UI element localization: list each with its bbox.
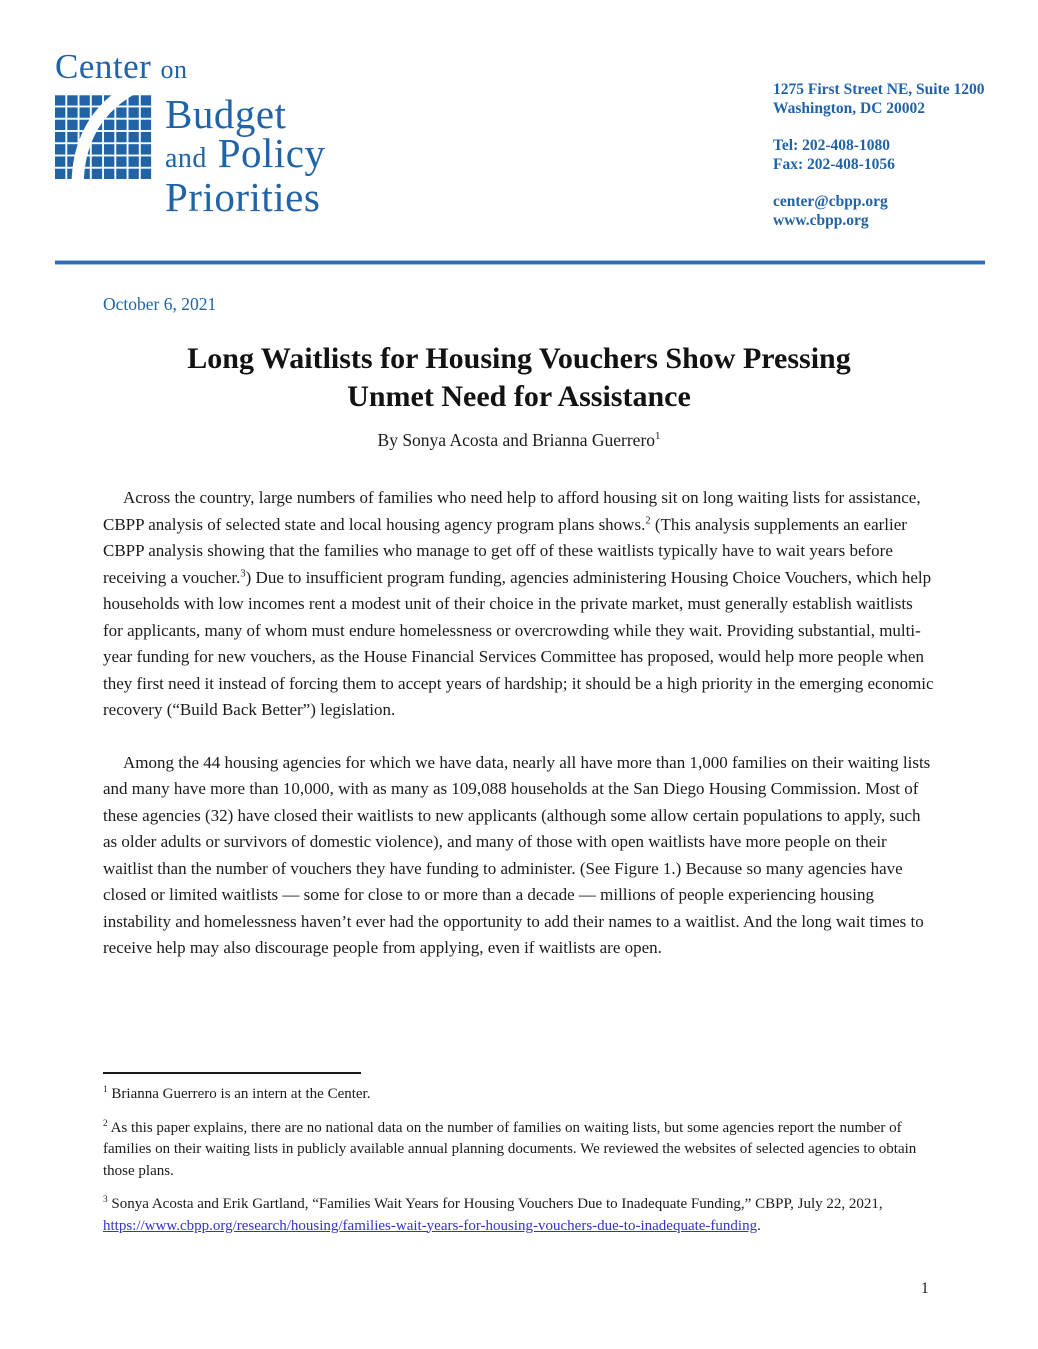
fax-line: Fax: 202-408-1056 bbox=[773, 156, 895, 173]
footnote-reference: 3 bbox=[240, 567, 246, 579]
logo-word-policy: Policy bbox=[217, 130, 326, 176]
byline: By Sonya Acosta and Brianna Guerrero$^1$ bbox=[377, 430, 661, 450]
logo-word-priorities: Priorities bbox=[165, 174, 321, 220]
address-line2: Washington, DC 20002 bbox=[773, 100, 926, 117]
address-line1: 1275 First Street NE, Suite 1200 bbox=[773, 81, 985, 98]
footnote-reference: 2 bbox=[103, 1118, 108, 1129]
logo-word-on: on bbox=[160, 55, 188, 84]
email-line: center@cbpp.org bbox=[773, 193, 888, 210]
website-line: www.cbpp.org bbox=[773, 212, 869, 229]
title-line-2: Unmet Need for Assistance bbox=[347, 380, 691, 413]
logo-word-and: and bbox=[165, 143, 207, 174]
footnote-3: $^3$ Sonya Acosta and Erik Gartland, “Families Wait Years for Housing Vouchers Due to Inadequate Funding,” CBPP, July 22, 2021, https://www.cbpp.org/research/housing/families-wait-years-for-housing-vouchers-due-to-inadequate-funding. bbox=[103, 1195, 883, 1234]
phone-line: Tel: 202-408-1080 bbox=[773, 137, 890, 154]
title-line-1: Long Waitlists for Housing Vouchers Show Pressing bbox=[187, 342, 851, 375]
footnotes bbox=[103, 1084, 936, 1249]
logo-center-on bbox=[55, 48, 325, 89]
cbpp-logo bbox=[55, 47, 326, 220]
footnote-2: $^2$ As this paper explains, there are no national data on the number of families on waiting lists, but some agencies report the number of families on their waiting lists in publicly available annual planning documents. We reviewed the websites of selected agencies to obtain those plans. bbox=[103, 1118, 917, 1179]
publication-date: October 6, 2021 bbox=[103, 294, 217, 314]
page-number: 1 bbox=[921, 1280, 929, 1297]
cbpp-grid-curve-icon bbox=[55, 93, 153, 185]
logo-wordmark bbox=[165, 91, 326, 220]
footnote-reference: 1 bbox=[103, 1085, 108, 1095]
footnote-reference: 2 bbox=[645, 514, 651, 526]
paragraph-2: Among the 44 housing agencies for which we have data, nearly all have more than 1,000 families on their waiting lists and many have more than 10,000, with as many as 109,088 households at the San Diego Housing Commission. Most of these agencies (32) have closed their waitlists to new applicants (although some allow certain populations to apply, such as older adults or survivors of domestic violence), and many of those with open waitlists have more people on their waitlist than the number of vouchers they have funding to administer. (See Figure 1.) Because so many agencies have closed or limited waitlists — some for close to or more than a decade — millions of people experiencing housing instability and homelessness haven’t ever had the opportunity to add their names to a waitlist. And the long wait times to receive help may also discourage people from applying, even if waitlists are open. bbox=[103, 752, 931, 957]
footnote-1: $^1$ Brianna Guerrero is an intern at the Center. bbox=[103, 1085, 371, 1102]
header-divider bbox=[55, 260, 985, 265]
footnote-reference: 1 bbox=[655, 430, 661, 443]
contact-block bbox=[773, 80, 1003, 248]
article-body bbox=[103, 485, 936, 988]
logo-word-center: Center bbox=[55, 47, 152, 86]
footnote-url-link[interactable]: https://www.cbpp.org/research/housing/families-wait-years-for-housing-vouchers-due-to-inadequate-funding bbox=[103, 1217, 758, 1234]
page-title bbox=[0, 340, 1038, 416]
footnote-separator bbox=[103, 1072, 361, 1074]
footnote-reference: 3 bbox=[103, 1195, 108, 1205]
paragraph-1: Across the country, large numbers of families who need help to afford housing sit on long waiting lists for assistance, CBPP analysis of selected state and local housing agency program plans shows.$^2$ (This analysis supplements an earlier CBPP analysis showing that the families who manage to get off of these waitlists typically have to wait years before receiving a voucher.$^3$) Due to insufficient program funding, agencies administering Housing Choice Vouchers, which help households with low incomes rent a modest unit of their choice in the private market, must generally establish waitlists for applicants, many of whom must endure homelessness or overcrowding while they wait. Providing substantial, multi-year funding for new vouchers, as the House Financial Services Committee has proposed, would help more people when they first need it instead of forcing them to accept years of hardship; it should be a high priority in the emerging economic recovery (“Build Back Better”) legislation. bbox=[103, 488, 934, 719]
logo-word-budget: Budget bbox=[165, 91, 287, 137]
